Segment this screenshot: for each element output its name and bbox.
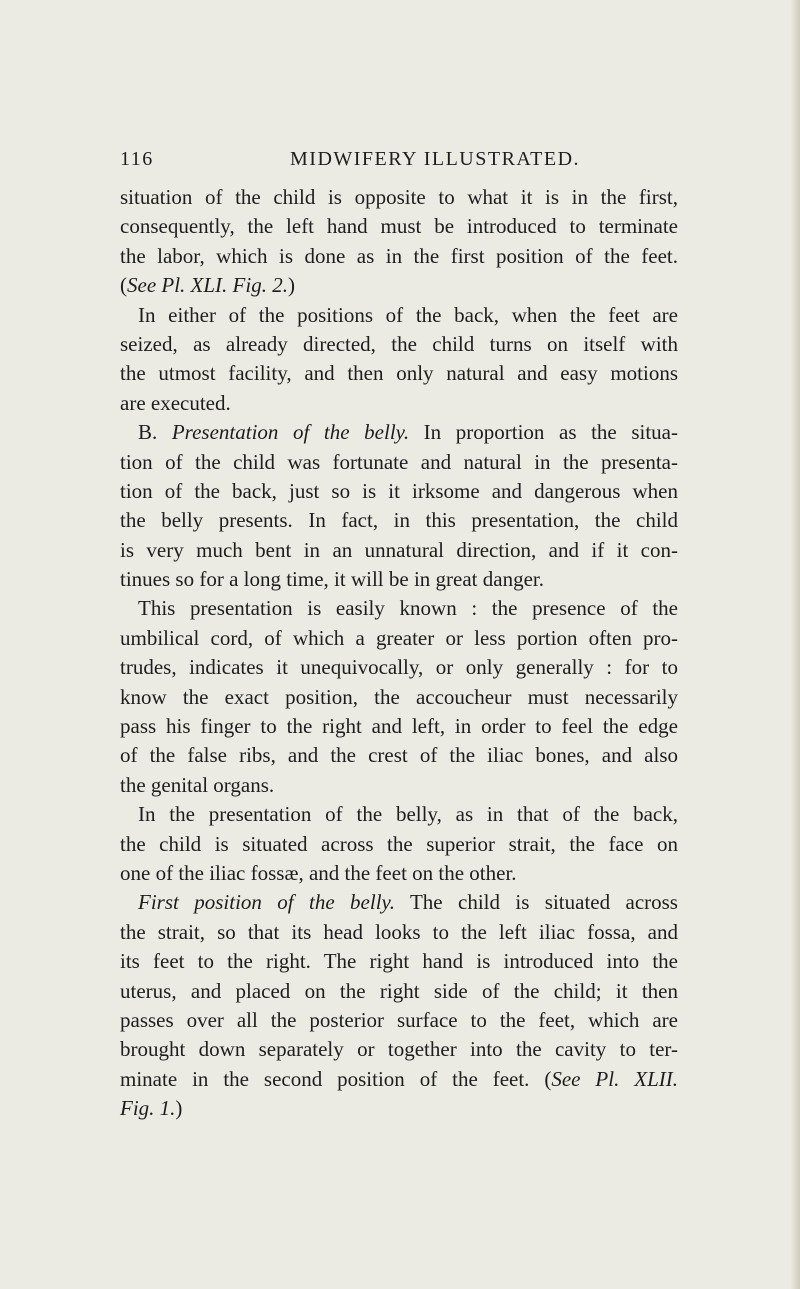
- paren: ): [287, 273, 295, 298]
- text-line: are executed.: [120, 390, 231, 415]
- text-line: know the exact position, the accoucheur must necessarily: [120, 684, 678, 709]
- text-line: In either of the positions of the back, when the feet are: [138, 302, 678, 327]
- text-line: [120, 888, 678, 917]
- plate-reference: See Pl. XLI. Fig. 2.: [127, 273, 288, 298]
- text-line: [120, 418, 678, 447]
- section-text: minate in the second position of the feet. (: [120, 1066, 552, 1091]
- section-text: The child is situated across: [409, 890, 678, 915]
- running-title: MIDWIFERY ILLUSTRATED.: [290, 148, 581, 170]
- text-line: the strait, so that its head looks to the left iliac fossa, and: [120, 919, 678, 944]
- text-line: of the false ribs, and the crest of the iliac bones, and also: [120, 743, 678, 768]
- paren: (: [120, 273, 127, 298]
- text-line: is very much bent in an unnatural direction, and if it con-: [120, 537, 678, 562]
- text-line: pass his finger to the right and left, in order to feel the edge: [120, 714, 678, 739]
- section-text: In proportion as the situa-: [423, 420, 678, 445]
- section-heading: First position of the belly.: [138, 890, 395, 915]
- paren: ): [175, 1096, 183, 1121]
- section-label: B.: [138, 420, 158, 445]
- text-line: trudes, indicates it unequivocally, or only generally : for to: [120, 655, 678, 680]
- page-header: [120, 148, 680, 172]
- text-line: seized, as already directed, the child turns on itself with: [120, 331, 678, 356]
- text-line: situation of the child is opposite to what it is in the first,: [120, 185, 678, 209]
- text-line: the genital organs.: [120, 772, 275, 797]
- text-line: umbilical cord, of which a greater or less portion often pro-: [120, 625, 678, 650]
- page-edge-shadow: [790, 0, 800, 1289]
- page-number: 116: [120, 148, 154, 170]
- text-line: uterus, and placed on the right side of the child; it then: [120, 978, 678, 1003]
- text-line: consequently, the left hand must be introduced to terminate: [120, 214, 678, 239]
- text-line: [120, 271, 678, 300]
- text-line: its feet to the right. The right hand is introduced into the: [120, 949, 678, 974]
- text-line: passes over all the posterior surface to the feet, which are: [120, 1007, 678, 1032]
- text-line: the child is situated across the superior strait, the face on: [120, 831, 678, 856]
- text-line: In the presentation of the belly, as in that of the back,: [138, 802, 678, 827]
- text-line: [120, 1094, 678, 1123]
- text-line: tion of the child was fortunate and natural in the presenta-: [120, 449, 678, 474]
- text-line: tinues so for a long time, it will be in great danger.: [120, 567, 544, 592]
- text-line: This presentation is easily known : the presence of the: [138, 596, 678, 621]
- section-heading: Presentation of the belly.: [171, 420, 410, 445]
- text-line: the utmost facility, and then only natural and easy motions: [120, 361, 678, 386]
- text-line: brought down separately or together into the cavity to ter-: [120, 1037, 678, 1062]
- text-line: one of the iliac fossæ, and the feet on the other.: [120, 860, 517, 885]
- plate-reference: Fig. 1.: [120, 1096, 176, 1121]
- body-text: [120, 183, 678, 1124]
- text-line: [120, 1065, 678, 1094]
- text-line: the belly presents. In fact, in this presentation, the child: [120, 508, 678, 533]
- plate-reference: See Pl. XLII.: [551, 1066, 678, 1091]
- text-line: tion of the back, just so is it irksome and dangerous when: [120, 478, 678, 503]
- text-line: the labor, which is done as in the first position of the feet.: [120, 243, 678, 268]
